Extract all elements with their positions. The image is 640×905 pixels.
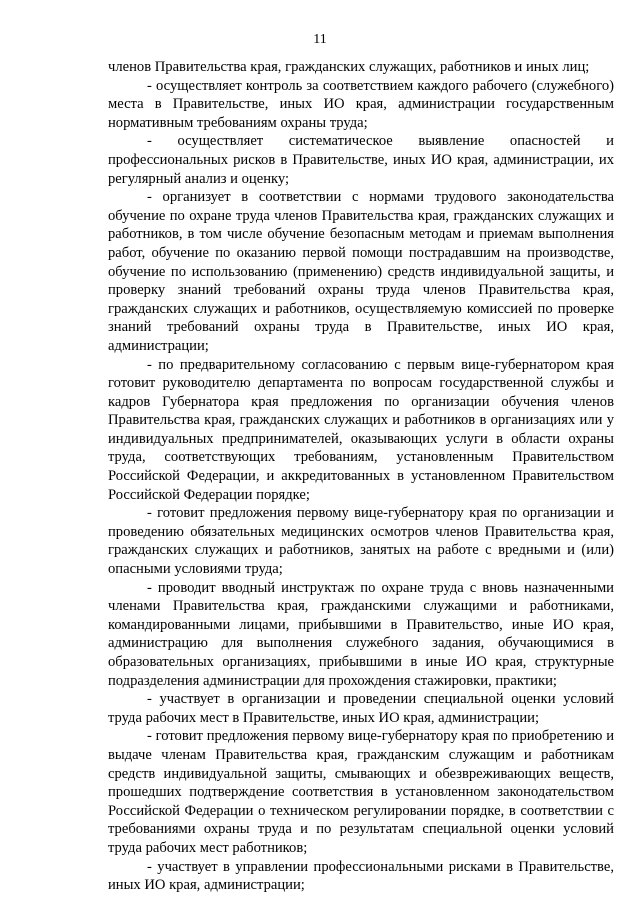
paragraph-continuation: членов Правительства края, гражданских служащих, работников и иных лиц; bbox=[108, 59, 590, 75]
paragraph: - готовит предложения первому вице-губернатору края по организации и проведению обязательных медицинских осмотров членов Правительства края, гражданских служащих и работников, занятых на работе с вредными и (или) опасными условиями труда; bbox=[108, 505, 614, 578]
paragraph: - организует в соответствии с нормами трудового законодательства обучение по охране труда членов Правительства края, гражданских служащих и работников, в том числе обучение безопасным методам и приемам выполнения работ, обучение по оказанию первой помощи пострадавшим на производстве, обучение по использованию (применению) средств индивидуальной защиты, и проверку знаний требований охраны труда членов Правительства края, гражданских служащих и работников, осуществляемую комиссией по проверке знаний требований охраны труда в Правительстве, иных ИО края, администрации; bbox=[108, 189, 614, 354]
paragraph: - осуществляет систематическое выявление опасностей и профессиональных рисков в Правительстве, иных ИО края, администрации, их регулярный анализ и оценку; bbox=[108, 133, 614, 187]
paragraph: - проводит вводный инструктаж по охране труда с вновь назначенными членами Правительства края, гражданскими служащими и работниками, командированными лицами, прибывшими в Правительство, иные ИО края, администрацию для выполнения служебного задания, обучающимися в образовательных организациях, прибывшими в иные ИО края, структурные подразделения администрации для прохождения стажировки, практики; bbox=[108, 579, 614, 689]
page-number: 11 bbox=[313, 32, 327, 47]
paragraph: - по предварительному согласованию с первым вице-губернатором края готовит руководителю департамента по вопросам государственной службы и кадров Губернатора края предложения по организации обучения членов Правительства края, гражданских служащих и работников в организациях или у индивидуальных предпринимателей, оказывающих услуги в области охраны труда, соответствующих требованиям, установленным Правительством Российской Федерации, и аккредитованных в установленном Правительством Российской Федерации порядке; bbox=[108, 356, 614, 503]
paragraph: - участвует в управлении профессиональными рисками в Правительстве, иных ИО края, администрации; bbox=[108, 858, 614, 894]
paragraph: - осуществляет контроль за соответствием каждого рабочего (служебного) места в Правительстве, иных ИО края, администрации государственным нормативным требованиям охраны труда; bbox=[108, 77, 614, 131]
paragraph: - готовит предложения первому вице-губернатору края по приобретению и выдаче членам Правительства края, гражданским служащим и работникам средств индивидуальной защиты, смывающих и обезвреживающих веществ, прошедших подтверждение соответствия в установленном законодательством Российской Федерации о техническом регулировании порядке, в соответствии с требованиями охраны труда и по результатам специальной оценки условий труда рабочих мест работников; bbox=[108, 728, 614, 856]
paragraph: - участвует в организации и проведении специальной оценки условий труда рабочих мест в Правительстве, иных ИО края, администрации; bbox=[108, 691, 614, 726]
document-body bbox=[108, 58, 614, 895]
